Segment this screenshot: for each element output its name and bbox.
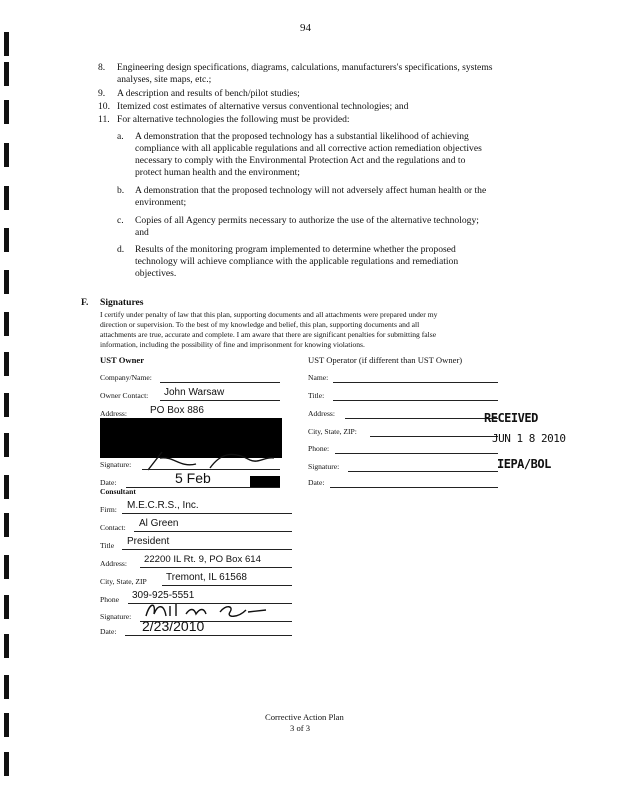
subitem-text-line: A demonstration that the proposed technology will not adversely affect human health or the (135, 185, 487, 196)
owner-date-value: 5 Feb (175, 470, 211, 486)
section-letter: F. (81, 297, 89, 308)
consultant-firm-field[interactable] (122, 513, 292, 514)
scan-edge-mark (4, 100, 9, 124)
operator-title-field[interactable] (333, 400, 498, 401)
item-number: 11. (98, 114, 110, 125)
consultant-date-field[interactable] (125, 635, 292, 636)
item-number: 8. (98, 62, 106, 73)
subitem-text-line: environment; (135, 197, 187, 208)
scan-edge-mark (4, 312, 9, 336)
scan-edge-mark (4, 352, 9, 376)
consultant-phone-label: Phone (100, 595, 119, 604)
scan-edge-mark (4, 228, 9, 252)
consultant-date-label: Date: (100, 627, 117, 636)
subitem-text-line: necessary to comply with the Environmental Protection Act and the regulations and to (135, 155, 466, 166)
redaction-box (250, 476, 280, 487)
certification-line: attachments are true, accurate and complete. I am aware that there are significant penalties for submitting false (100, 330, 437, 339)
operator-city-label: City, State, ZIP: (308, 427, 357, 436)
operator-address-field[interactable] (345, 418, 498, 419)
operator-signature-label: Signature: (308, 462, 340, 471)
scan-edge-mark (4, 675, 9, 699)
consultant-address-label: Address: (100, 559, 127, 568)
received-stamp: RECEIVED (484, 411, 538, 425)
item-number: 9. (98, 88, 106, 99)
owner-company-field[interactable] (160, 382, 280, 383)
consultant-title-value: President (127, 536, 170, 547)
scan-edge-mark (4, 513, 9, 537)
subitem-text-line: Results of the monitoring program implemented to determine whether the proposed (135, 244, 456, 255)
owner-address-value: PO Box 886 (150, 405, 204, 416)
page-number: 94 (300, 22, 311, 34)
footer-title: Corrective Action Plan (265, 712, 344, 722)
certification-line: direction or supervision. To the best of my knowledge and belief, this plan, supporting documents and all (100, 320, 420, 329)
operator-phone-field[interactable] (335, 453, 498, 454)
owner-contact-field[interactable] (160, 400, 280, 401)
operator-signature-field[interactable] (348, 471, 498, 472)
owner-company-label: Company/Name: (100, 373, 152, 382)
scan-edge-mark (4, 393, 9, 417)
owner-signature-label: Signature: (100, 460, 132, 469)
operator-address-label: Address: (308, 409, 335, 418)
scan-edge-mark (4, 752, 9, 776)
subitem-text-line: Copies of all Agency permits necessary to authorize the use of the alternative technology; (135, 215, 479, 226)
operator-name-field[interactable] (333, 382, 498, 383)
subitem-letter: d. (117, 244, 125, 255)
scan-edge-mark (4, 186, 9, 210)
scan-edge-mark (4, 270, 9, 294)
operator-phone-label: Phone: (308, 444, 330, 453)
consultant-title-label: Title (100, 541, 115, 550)
scan-edge-mark (4, 143, 9, 167)
item-number: 10. (98, 101, 110, 112)
consultant-city-value: Tremont, IL 61568 (166, 572, 247, 583)
consultant-city-label: City, State, ZIP (100, 577, 147, 586)
operator-city-field[interactable] (370, 436, 498, 437)
consultant-contact-label: Contact: (100, 523, 126, 532)
consultant-phone-value: 309-925-5551 (132, 590, 195, 601)
consultant-firm-value: M.E.C.R.S., Inc. (127, 500, 199, 511)
scan-edge-mark (4, 634, 9, 658)
scan-edge-mark (4, 555, 9, 579)
owner-contact-value: John Warsaw (164, 387, 225, 398)
certification-line: I certify under penalty of law that this plan, supporting documents and all attachments were prepared under my (100, 310, 438, 319)
footer-page: 3 of 3 (290, 723, 311, 733)
item-text-line: Itemized cost estimates of alternative versus conventional technologies; and (117, 101, 409, 112)
operator-title-label: Title: (308, 391, 325, 400)
consultant-address-field[interactable] (140, 567, 292, 568)
scan-edge-mark (4, 32, 9, 56)
owner-address-label: Address: (100, 409, 127, 418)
operator-heading: UST Operator (if different than UST Owner) (308, 355, 463, 365)
subitem-text-line: A demonstration that the proposed technology has a substantial likelihood of achieving (135, 131, 469, 142)
consultant-contact-value: Al Green (139, 518, 179, 529)
subitem-letter: b. (117, 185, 125, 196)
item-text-line: analyses, site maps, etc.; (117, 74, 212, 85)
owner-heading: UST Owner (100, 355, 145, 365)
subitem-text-line: compliance with all applicable regulations and all corrective action remediation objectives (135, 143, 482, 154)
subitem-letter: a. (117, 131, 124, 142)
consultant-firm-label: Firm: (100, 505, 117, 514)
scan-edge-mark (4, 713, 9, 737)
consultant-title-field[interactable] (122, 549, 292, 550)
consultant-city-field[interactable] (162, 585, 292, 586)
item-text-line: For alternative technologies the following must be provided: (117, 114, 350, 125)
owner-date-field[interactable] (126, 487, 280, 488)
owner-contact-label: Owner Contact: (100, 391, 149, 400)
consultant-contact-field[interactable] (134, 531, 292, 532)
owner-signature-field[interactable] (142, 469, 280, 470)
operator-name-label: Name: (308, 373, 329, 382)
owner-date-label: Date: (100, 478, 117, 487)
consultant-signature-label: Signature: (100, 612, 132, 621)
certification-line: information, including the possibility of fine and imprisonment for knowing violations. (100, 340, 365, 349)
received-stamp-office: IEPA/BOL (497, 457, 551, 471)
consultant-date-value: 2/23/2010 (142, 618, 205, 634)
scan-edge-mark (4, 475, 9, 499)
item-text-line: A description and results of bench/pilot studies; (117, 88, 300, 99)
operator-date-field[interactable] (330, 487, 498, 488)
scan-edge-mark (4, 62, 9, 86)
subitem-text-line: protect human health and the environment; (135, 167, 300, 178)
subitem-text-line: and (135, 227, 149, 238)
subitem-text-line: technology will achieve compliance with the applicable regulations and remediation (135, 256, 459, 267)
received-stamp-date: JUN 1 8 2010 (492, 432, 566, 445)
scan-edge-mark (4, 433, 9, 457)
section-heading: Signatures (100, 297, 144, 308)
consultant-address-value: 22200 IL Rt. 9, PO Box 614 (144, 554, 261, 565)
operator-date-label: Date: (308, 478, 325, 487)
subitem-letter: c. (117, 215, 124, 226)
item-text-line: Engineering design specifications, diagrams, calculations, manufacturers's specifications, systems (117, 62, 493, 73)
scan-edge-mark (4, 595, 9, 619)
subitem-text-line: objectives. (135, 268, 177, 279)
consultant-heading: Consultant (100, 487, 136, 496)
